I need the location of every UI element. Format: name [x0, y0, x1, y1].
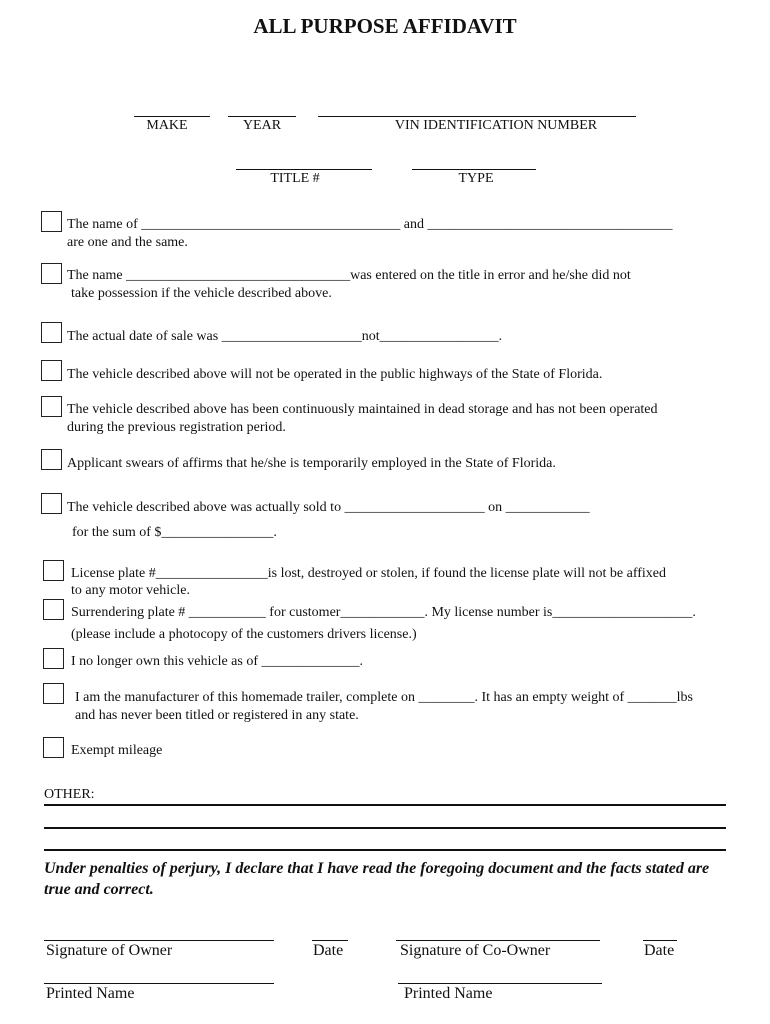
item-text: _____________________________________ and ___________________________________: [141, 217, 673, 232]
item-same-name-text: [67, 217, 672, 233]
title-number-label: TITLE #: [270, 171, 320, 186]
year-label: YEAR: [242, 118, 282, 133]
owner-date-line[interactable]: [312, 940, 348, 941]
item-same-name-text-2: are one and the same.: [67, 235, 188, 250]
item-dead-storage-text: The vehicle described above has been continuously maintained in dead storage and has not been operated: [67, 402, 658, 417]
item-text: The name of: [67, 217, 142, 232]
co-owner-signature-label: Signature of Co-Owner: [400, 942, 551, 959]
item-temporarily-employed-text: Applicant swears of affirms that he/she is temporarily employed in the State of Florida.: [67, 456, 556, 471]
item-title-error-text-2: take possession if the vehicle described above.: [71, 286, 332, 301]
checkbox-actually-sold[interactable]: [41, 493, 62, 514]
year-line[interactable]: [228, 116, 296, 117]
other-line-1[interactable]: [44, 804, 726, 806]
item-not-operated-text: The vehicle described above will not be operated in the public highways of the State of Florida.: [67, 367, 603, 382]
perjury-declaration: Under penalties of perjury, I declare that I have read the foregoing document and the facts stated are true and correct.: [44, 860, 710, 898]
checkbox-same-name[interactable]: [41, 211, 62, 232]
item-surrendering-plate-text-2: (please include a photocopy of the customers drivers license.): [71, 627, 417, 642]
owner-signature-label: Signature of Owner: [46, 942, 173, 959]
co-owner-signature-line[interactable]: [396, 940, 600, 941]
owner-signature-line[interactable]: [44, 940, 274, 941]
type-line[interactable]: [412, 169, 536, 170]
type-label: TYPE: [458, 171, 494, 186]
item-homemade-trailer-text: I am the manufacturer of this homemade trailer, complete on ________. It has an empty weight of _______lbs: [75, 690, 693, 705]
item-actually-sold-text-2: for the sum of $________________.: [72, 525, 277, 540]
other-line-3[interactable]: [44, 849, 726, 851]
co-owner-date-label: Date: [644, 942, 675, 959]
checkbox-not-operated[interactable]: [41, 360, 62, 381]
item-title-error-text: The name ________________________________was entered on the title in error and he/she did not: [67, 268, 631, 283]
owner-printed-name-label: Printed Name: [46, 985, 135, 1002]
checkbox-exempt-mileage[interactable]: [43, 737, 64, 758]
checkbox-homemade-trailer[interactable]: [43, 683, 64, 704]
checkbox-title-error[interactable]: [41, 263, 62, 284]
item-surrendering-plate-text: Surrendering plate # ___________ for customer____________. My license number is____________________.: [71, 605, 696, 620]
co-owner-printed-name-label: Printed Name: [404, 985, 493, 1002]
page-title: ALL PURPOSE AFFIDAVIT: [253, 14, 517, 38]
item-license-plate-lost-text: License plate #________________is lost, destroyed or stolen, if found the license plate will not be affixed: [71, 566, 666, 581]
item-dead-storage-text-2: during the previous registration period.: [67, 420, 286, 435]
make-label: MAKE: [146, 118, 188, 133]
checkbox-dead-storage[interactable]: [41, 396, 62, 417]
checkbox-temporarily-employed[interactable]: [41, 449, 62, 470]
title-number-line[interactable]: [236, 169, 372, 170]
item-actually-sold-text: The vehicle described above was actually sold to ____________________ on ____________: [67, 500, 590, 515]
make-line[interactable]: [134, 116, 210, 117]
checkbox-surrendering-plate[interactable]: [43, 599, 64, 620]
item-homemade-trailer-text-2: and has never been titled or registered in any state.: [75, 708, 359, 723]
vin-label: VIN IDENTIFICATION NUMBER: [394, 118, 598, 133]
checkbox-license-plate-lost[interactable]: [43, 560, 64, 581]
vin-line[interactable]: [318, 116, 636, 117]
checkbox-no-longer-own[interactable]: [43, 648, 64, 669]
owner-printed-name-line[interactable]: [44, 983, 274, 984]
item-license-plate-lost-text-2: to any motor vehicle.: [71, 583, 190, 598]
other-line-2[interactable]: [44, 827, 726, 829]
other-label: OTHER:: [44, 787, 95, 802]
item-date-of-sale-text: The actual date of sale was ____________________not_________________.: [67, 329, 503, 344]
checkbox-date-of-sale[interactable]: [41, 322, 62, 343]
owner-date-label: Date: [313, 942, 344, 959]
co-owner-date-line[interactable]: [643, 940, 677, 941]
item-no-longer-own-text: I no longer own this vehicle as of ______________.: [71, 654, 364, 669]
item-exempt-mileage-text: Exempt mileage: [71, 743, 163, 758]
co-owner-printed-name-line[interactable]: [398, 983, 602, 984]
